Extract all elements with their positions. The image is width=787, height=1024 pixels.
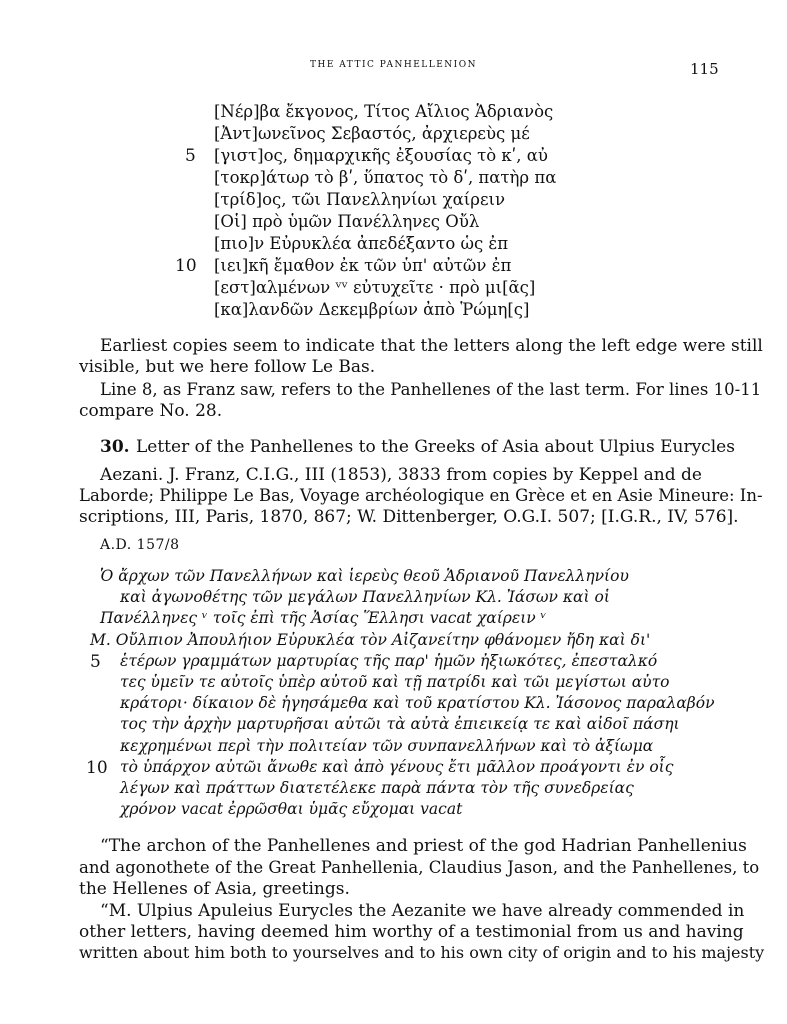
entry-number: 30. xyxy=(100,437,130,457)
greek-line: [ιει]κῆ ἔμαθον ἐκ τῶν ὑπ' αὐτῶν ἐπ xyxy=(214,256,512,275)
greek-line: τες ὑμεῖν τε αὐτοῖς ὑπὲρ αὐτοῦ καὶ τῇ πατρίδι καὶ τῶι μεγίστωι αὐτο xyxy=(120,673,670,691)
greek-line: [γιστ]ος, δημαρχικῆς ἐξουσίας τὸ κʹ, αὐ xyxy=(214,146,548,165)
bibliography-line: Laborde; Philippe Le Bas, Voyage archéologique en Grèce et en Asie Mineure: In- xyxy=(79,486,763,505)
greek-line: [πιο]ν Εὐρυκλέα ἀπεδέξαντο ὡς ἐπ xyxy=(214,234,509,253)
greek-line: τὸ ὑπάρχον αὐτῶι ἄνωθε καὶ ἀπὸ γένους ἔτι μᾶλλον προάγοντι ἐν οἷς xyxy=(120,758,674,776)
bibliography-line: Aezani. J. Franz, C.I.G., III (1853), 3833 from copies by Keppel and de xyxy=(100,465,702,485)
greek-line: χρόνον vacat ἐρρῶσθαι ὑμᾶς εὔχομαι vacat xyxy=(120,800,463,818)
translation-line: and agonothete of the Great Panhellenia, Claudius Jason, and the Panhellenes, to xyxy=(79,858,760,877)
date-label: A.D. 157/8 xyxy=(100,537,180,553)
translation-line: the Hellenes of Asia, greetings. xyxy=(79,879,350,899)
running-header-title: THE ATTIC PANHELLENION xyxy=(310,60,477,70)
greek-line: Πανέλληνες ᵛ τοῖς ἐπὶ τῆς Ἀσίας Ἕλλησι vacat χαίρειν ᵛ xyxy=(100,609,547,627)
greek-line: [Οἱ] πρὸ ὑμῶν Πανέλληνες Οὔλ xyxy=(214,212,480,231)
greek-line: Ὁ ἄρχων τῶν Πανελλήνων καὶ ἱερεὺς θεοῦ Ἁδριανοῦ Πανελληνίου xyxy=(100,567,629,585)
commentary-line: Earliest copies seem to indicate that the letters along the left edge were still xyxy=(100,336,763,356)
page-number: 115 xyxy=(690,60,719,78)
greek-line: [τρίδ]ος, τῶι Πανελληνίωι χαίρειν xyxy=(214,190,506,209)
commentary-line: Line 8, as Franz saw, refers to the Panhellenes of the last term. For lines 10-11 xyxy=(100,380,762,399)
translation-line: other letters, having deemed him worthy of a testimonial from us and having xyxy=(79,922,744,942)
commentary-line: visible, but we here follow Le Bas. xyxy=(79,357,376,377)
greek-line: [τοκρ]άτωρ τὸ βʹ, ὕπατος τὸ δʹ, πατὴρ πα xyxy=(214,168,557,187)
greek-line: Μ. Οὔλπιον Ἀπουλήιον Εὐρυκλέα τὸν Αἰζανείτην φθάνομεν ἤδη καὶ δι' xyxy=(90,631,651,649)
entry-title: Letter of the Panhellenes to the Greeks of Asia about Ulpius Eurycles xyxy=(136,437,735,457)
translation-line: “The archon of the Panhellenes and priest of the god Hadrian Panhellenius xyxy=(100,836,747,856)
greek-line: [εστ]αλμένων ᵛᵛ εὐτυχεῖτε · πρὸ μι[ᾶς] xyxy=(214,278,536,297)
greek-line: κεχρημένωι περὶ τὴν πολιτείαν τῶν συνπανελλήνων καὶ τὸ ἀξίωμα xyxy=(120,737,654,755)
greek-line: [Ἀντ]ωνεῖνος Σεβαστός, ἀρχιερεὺς μέ xyxy=(214,124,530,143)
bibliography-line: scriptions, III, Paris, 1870, 867; W. Dittenberger, O.G.I. 507; [I.G.R., IV, 576]. xyxy=(79,507,739,527)
greek-line: κράτορι· δίκαιον δὲ ἡγησάμεθα καὶ τοῦ κρατίστου Κλ. Ἰάσονος παραλαβόν xyxy=(120,694,715,712)
greek-line: [κα]λανδῶν Δεκεμβρίων ἀπὸ Ῥώμη[ς] xyxy=(214,300,530,319)
line-number: 5 xyxy=(90,652,101,672)
greek-line: λέγων καὶ πράττων διατετέλεκε παρὰ πάντα τὸν τῆς συνεδρείας xyxy=(120,779,634,797)
greek-line: ἑτέρων γραμμάτων μαρτυρίας τῆς παρ' ἡμῶν ἠξιωκότες, ἐπεσταλκό xyxy=(120,652,658,670)
greek-line: [Νέρ]βα ἔκγονος, Τίτος Αἴλιος Ἁδριανὸς xyxy=(214,102,554,121)
line-number: 5 xyxy=(185,146,196,166)
greek-line: καὶ ἀγωνοθέτης τῶν μεγάλων Πανελληνίων Κλ. Ἰάσων καὶ οἱ xyxy=(120,588,610,606)
translation-line: “M. Ulpius Apuleius Eurycles the Aezanite we have already commended in xyxy=(100,901,745,921)
translation-line: written about him both to yourselves and to his own city of origin and to his majesty xyxy=(79,943,765,962)
commentary-line: compare No. 28. xyxy=(79,401,223,421)
line-number: 10 xyxy=(175,256,197,276)
line-number: 10 xyxy=(86,758,108,778)
greek-line: τος τὴν ἀρχὴν μαρτυρῆσαι αὐτῶι τὰ αὐτὰ ἐπιεικείᾳ τε καὶ αἰδοῖ πάσηι xyxy=(120,715,680,733)
